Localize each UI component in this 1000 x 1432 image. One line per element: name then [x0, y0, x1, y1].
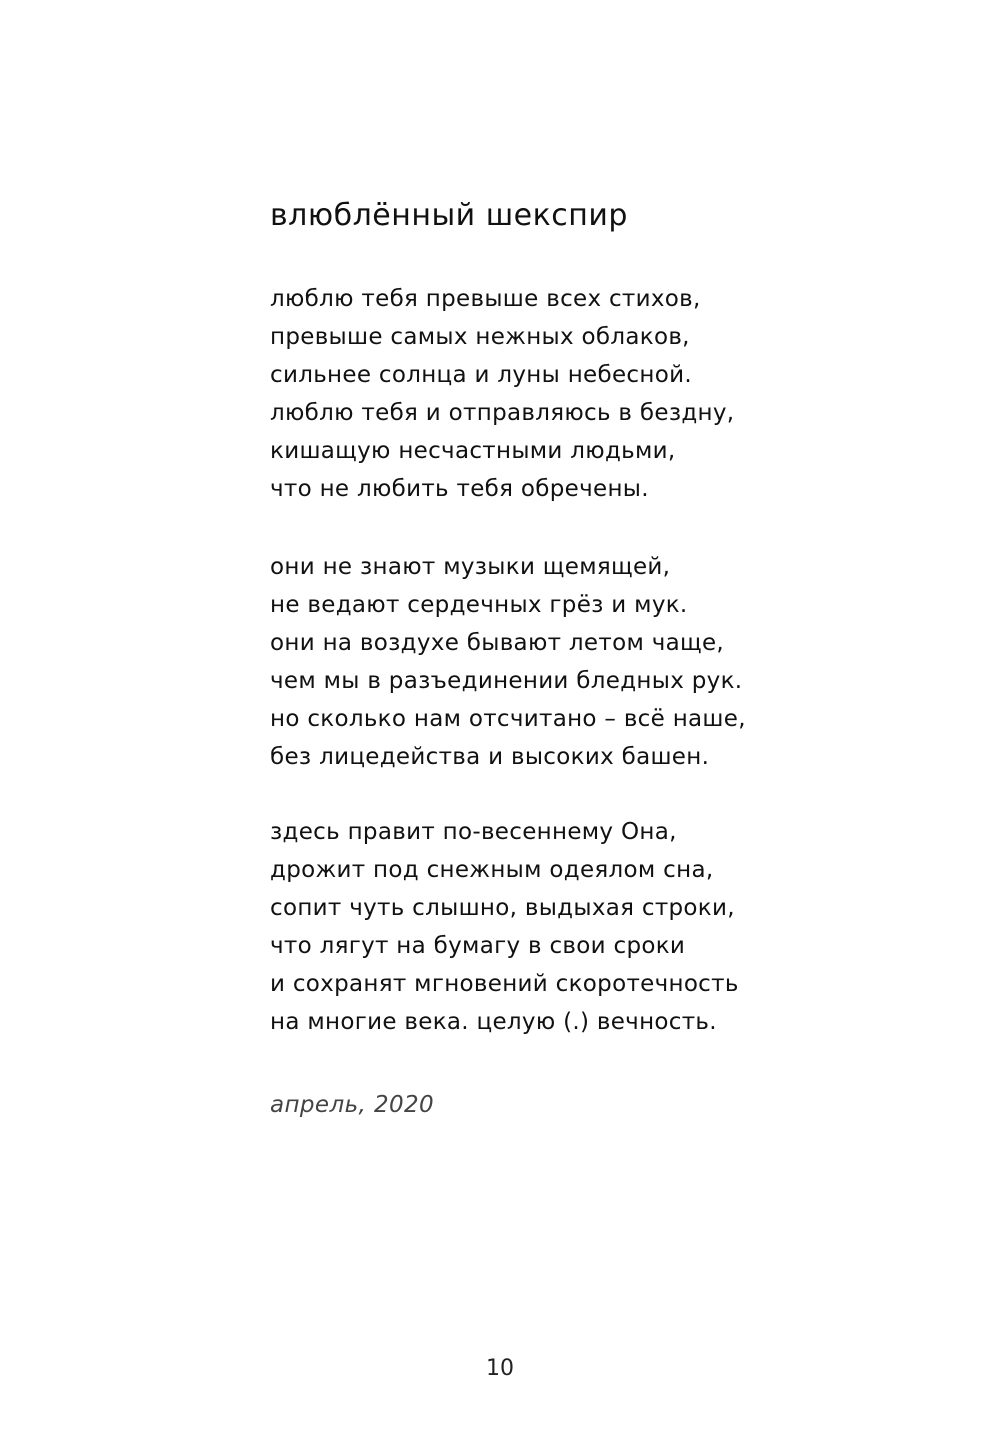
poem-line: дрожит под снежным одеялом сна,	[270, 857, 714, 883]
stanza-2	[270, 548, 746, 776]
poem-line: они не знают музыки щемящей,	[270, 554, 671, 580]
poem-line: без лицедейства и высоких башен.	[270, 744, 710, 770]
poem-line: сопит чуть слышно, выдыхая строки,	[270, 895, 735, 921]
poem-line: люблю тебя превыше всех стихов,	[270, 286, 701, 312]
poem-line: и сохранят мгновений скоротечность	[270, 971, 739, 997]
stanza-3	[270, 813, 739, 1041]
poem-line: люблю тебя и отправляюсь в бездну,	[270, 400, 735, 426]
poem-line: сильнее солнца и луны небесной.	[270, 362, 692, 388]
poem-line: они на воздухе бывают летом чаще,	[270, 630, 725, 656]
poem-line: превыше самых нежных облаков,	[270, 324, 690, 350]
poem-line: не ведают сердечных грёз и мук.	[270, 592, 688, 618]
poem-line: чем мы в разъединении бледных рук.	[270, 668, 743, 694]
poem-line: здесь правит по-весеннему Она,	[270, 819, 677, 845]
poem-title: влюблённый шекспир	[270, 198, 628, 233]
poem-line: кишащую несчастными людьми,	[270, 438, 676, 464]
poem-line: но сколько нам отсчитано – всё наше,	[270, 706, 746, 732]
poem-line: на многие века. целую (.) вечность.	[270, 1009, 717, 1035]
poem-date: апрель, 2020	[270, 1092, 435, 1118]
page-number: 10	[486, 1356, 514, 1381]
poem-line: что лягут на бумагу в свои сроки	[270, 933, 686, 959]
poem-line: что не любить тебя обречены.	[270, 476, 649, 502]
stanza-1	[270, 280, 734, 508]
